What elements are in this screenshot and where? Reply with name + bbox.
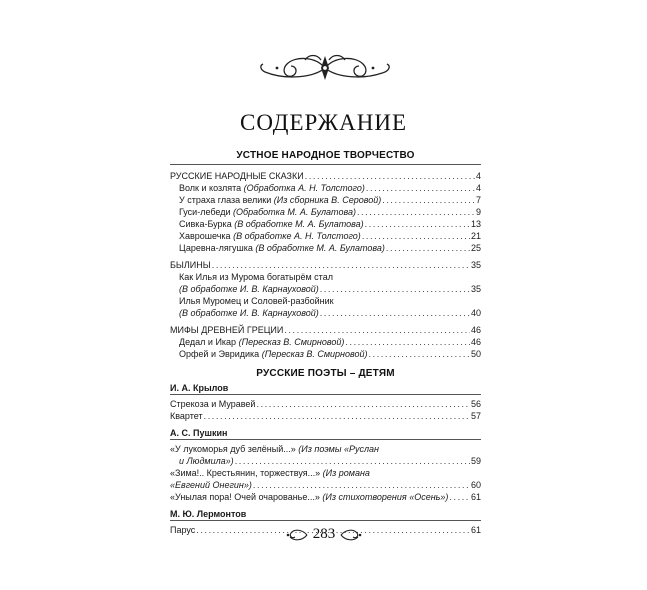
toc-entry[interactable]: [170, 398, 481, 410]
toc-author: И. А. Крылов: [170, 383, 229, 393]
toc-page-number: 61: [470, 492, 481, 502]
toc-entry[interactable]: [170, 242, 481, 254]
flourish-ornament-top-icon: [255, 50, 395, 86]
toc-page-number: 46: [470, 325, 481, 335]
toc-entry-note: (В обработке М. А. Булатова): [234, 219, 364, 229]
toc-entry-title: Волк и козлята: [179, 183, 242, 193]
page-title: СОДЕРЖАНИЕ: [239, 110, 407, 135]
toc-page-number: 4: [475, 183, 481, 193]
page-footer: [286, 525, 362, 543]
flourish-ornament-footer-right-icon: [340, 528, 362, 542]
toc-group-byliny[interactable]: [170, 259, 481, 271]
toc-entry[interactable]: [170, 182, 481, 194]
toc-entry[interactable]: [170, 491, 481, 503]
toc-group-title: БЫЛИНЫ: [170, 260, 211, 270]
toc-entry[interactable]: [170, 443, 481, 467]
toc-group-myths[interactable]: [170, 324, 481, 336]
toc-entry-title: Как Илья из Мурома богатырём стал: [179, 272, 333, 282]
toc-section-poets: [170, 382, 481, 536]
toc-entry-title: «Зима!.. Крестьянин, торжествуя...»: [170, 468, 321, 478]
toc-page-number: 50: [470, 349, 481, 359]
toc-page-number: 13: [470, 219, 481, 229]
toc-page-number: 56: [470, 399, 481, 409]
toc-entry-note: (В обработке И. В. Карнауховой): [179, 284, 319, 294]
toc-entry-title: Парус: [170, 525, 196, 535]
toc-entry[interactable]: [170, 230, 481, 242]
toc-page-number: 25: [470, 243, 481, 253]
toc-page-number: 57: [470, 411, 481, 421]
toc-group-fairy-tales[interactable]: [170, 170, 481, 182]
toc-entry-title: Орфей и Эвридика: [179, 349, 260, 359]
toc-entry[interactable]: [170, 336, 481, 348]
toc-entry-title: У страха глаза велики: [179, 195, 272, 205]
toc-page-number: 59: [470, 456, 481, 466]
toc-entry-title: Стрекоза и Муравей: [170, 399, 256, 409]
toc-entry-note: (Пересказ В. Смирновой): [238, 337, 345, 347]
toc-entry[interactable]: [170, 410, 481, 422]
toc-entry-note: (В обработке А. Н. Толстого): [233, 231, 361, 241]
toc-entry[interactable]: [170, 218, 481, 230]
toc-entry-note: (Обработка А. Н. Толстого): [243, 183, 365, 193]
toc-entry-title: Хаврошечка: [179, 231, 231, 241]
toc-page-number: 40: [470, 308, 481, 318]
toc-entry[interactable]: [170, 194, 481, 206]
toc-group-title: РУССКИЕ НАРОДНЫЕ СКАЗКИ: [170, 171, 304, 181]
toc-entry-note: и Людмила»): [179, 456, 234, 466]
toc-entry-note: (Из стихотворения «Осень»): [322, 492, 449, 502]
toc-entry-title: Квартет: [170, 411, 203, 421]
toc-entry-note: (Пересказ В. Смирновой): [261, 349, 368, 359]
toc-page-number: 46: [470, 337, 481, 347]
page-number: 283: [312, 526, 336, 542]
toc-entry-note: «Евгений Онегин»): [170, 480, 252, 490]
toc-page-number: 35: [470, 260, 481, 270]
section-heading-folk: УСТНОЕ НАРОДНОЕ ТВОРЧЕСТВО: [236, 150, 415, 161]
toc-entry[interactable]: [170, 206, 481, 218]
toc-page-number: 35: [470, 284, 481, 294]
toc-entry[interactable]: [170, 295, 481, 319]
toc-page-number: 21: [470, 231, 481, 241]
toc-page-number: 9: [475, 207, 481, 217]
toc-entry-title: Царевна-лягушка: [179, 243, 253, 253]
toc-entry-note: (Из романа: [322, 468, 370, 478]
toc-entry-title: «Унылая пора! Очей очарованье...»: [170, 492, 320, 502]
toc-entry-note: (Из поэмы «Руслан: [298, 444, 380, 454]
toc-section-folk: [170, 164, 481, 360]
toc-page-number: 4: [475, 171, 481, 181]
toc-author: М. Ю. Лермонтов: [170, 509, 247, 519]
toc-page-number: 61: [470, 525, 481, 535]
toc-entry-title: Илья Муромец и Соловей-разбойник: [179, 296, 334, 306]
toc-group-title: МИФЫ ДРЕВНЕЙ ГРЕЦИИ: [170, 325, 284, 335]
toc-entry-note: (В обработке М. А. Булатова): [255, 243, 385, 253]
toc-entry-title: Гуси-лебеди: [179, 207, 231, 217]
toc-entry-title: Дедал и Икар: [179, 337, 237, 347]
toc-entry[interactable]: [170, 467, 481, 491]
toc-entry-note: (Обработка М. А. Булатова): [233, 207, 356, 217]
toc-entry-title: «У лукоморья дуб зелёный...»: [170, 444, 296, 454]
toc-page-number: 60: [470, 480, 481, 490]
section-heading-poets: РУССКИЕ ПОЭТЫ – ДЕТЯМ: [256, 368, 395, 379]
toc-page-number: 7: [475, 195, 481, 205]
toc-entry-note: (В обработке И. В. Карнауховой): [179, 308, 319, 318]
toc-entry-note: (Из сборника В. Серовой): [273, 195, 382, 205]
toc-entry[interactable]: [170, 271, 481, 295]
toc-author: А. С. Пушкин: [170, 428, 228, 438]
toc-entry-title: Сивка-Бурка: [179, 219, 232, 229]
toc-entry[interactable]: [170, 348, 481, 360]
